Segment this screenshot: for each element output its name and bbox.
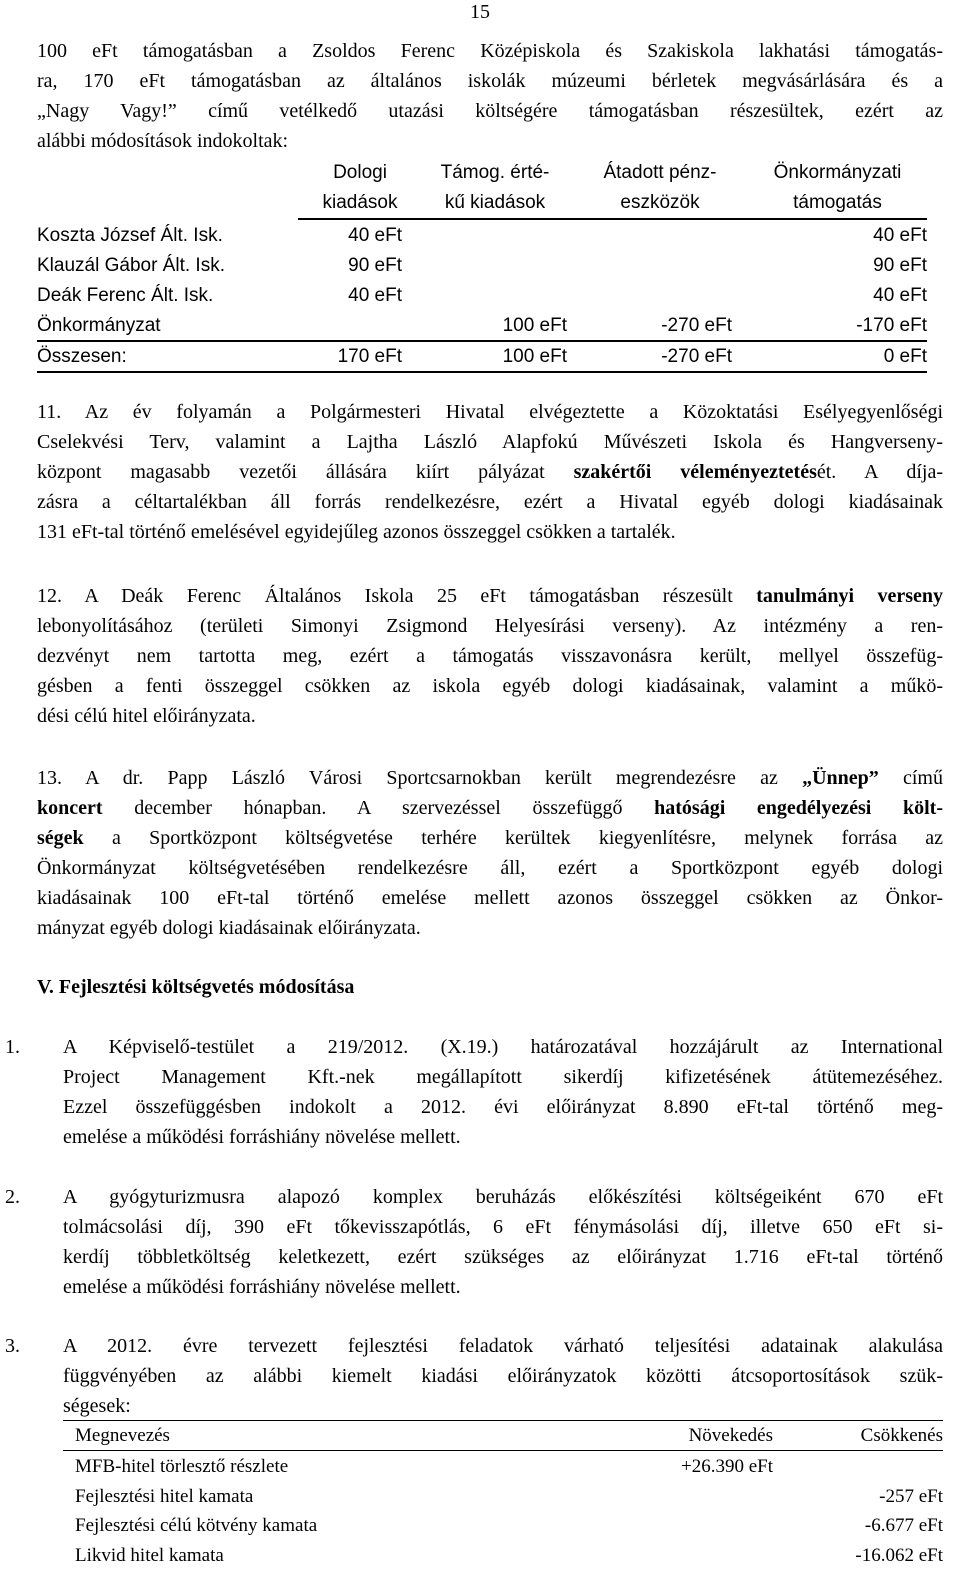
- p13-line-1: 13. A dr. Papp László Városi Sportcsarnokban került megrendezésre az „Ünnep” című: [37, 767, 943, 789]
- row-onk: 40 eFt: [873, 285, 927, 306]
- table1-header-rule: [298, 218, 927, 220]
- item3-line-3: ségesek:: [63, 1395, 131, 1417]
- item1-number: 1.: [5, 1036, 20, 1058]
- section-heading: V. Fejlesztési költségvetés módosítása: [37, 976, 355, 998]
- header-megnevezes: Megnevezés: [75, 1425, 170, 1446]
- table-row: [63, 1511, 943, 1541]
- row-name: Koszta József Ált. Isk.: [37, 225, 223, 246]
- p11-line-2: Cselekvési Terv, valamint a Lajtha László Alapfokú Művészeti Iskola és Hangverseny-: [37, 431, 943, 453]
- header-atadott-2: eszközök: [620, 192, 700, 213]
- p11-line-5: 131 eFt-tal történő emelésével egyidejűleg azonos összeggel csökken a tartalék.: [37, 521, 676, 543]
- table-row: [37, 311, 927, 341]
- item3-line-1: A 2012. évre tervezett fejlesztési feladatok várható teljesítési adatainak alakulása: [63, 1335, 943, 1357]
- item1-line-4: emelése a működési forráshiány növelése mellett.: [63, 1126, 461, 1148]
- p12-line-5: dési célú hitel előirányzata.: [37, 705, 256, 727]
- row-name: Önkormányzat: [37, 315, 161, 336]
- intro-line-4: alábbi módosítások indokoltak:: [37, 130, 289, 152]
- item1-line-3: Ezzel összefüggésben indokolt a 2012. évi előirányzat 8.890 eFt-tal történő meg-: [63, 1096, 943, 1118]
- p12-line-1: 12. A Deák Ferenc Általános Iskola 25 eFt támogatásban részesült tanulmányi verseny: [37, 585, 943, 607]
- table-row: [63, 1541, 943, 1571]
- total-atadott: -270 eFt: [661, 346, 732, 367]
- header-csokkenes: Csökkenés: [860, 1425, 943, 1446]
- row-name: Likvid hitel kamata: [75, 1545, 224, 1566]
- row-name: Fejlesztési hitel kamata: [75, 1486, 254, 1507]
- row-dec: -257 eFt: [879, 1486, 943, 1507]
- table-row: [37, 281, 927, 311]
- p12-bold: tanulmányi verseny: [756, 585, 943, 607]
- p11-bold: szakértői véleményeztetés: [573, 461, 817, 483]
- item2-line-2: tolmácsolási díj, 390 eFt tőkevisszapótlás, 6 eFt fénymásolási díj, illetve 650 eFt si-: [63, 1216, 943, 1238]
- row-name: MFB-hitel törlesztő részlete: [75, 1456, 289, 1477]
- row-inc: +26.390 eFt: [681, 1456, 773, 1477]
- table1-total-rule-bottom: [37, 371, 927, 373]
- row-dologi: 40 eFt: [348, 285, 402, 306]
- p13-line-6: mányzat egyéb dologi kiadásainak előirányzata.: [37, 917, 421, 939]
- header-novekedes: Növekedés: [688, 1425, 773, 1446]
- row-name: Fejlesztési célú kötvény kamata: [75, 1515, 318, 1536]
- item1-line-2: Project Management Kft.-nek megállapított sikerdíj kifizetésének átütemezéséhez.: [63, 1066, 943, 1088]
- item2-line-1: A gyógyturizmusra alapozó komplex beruházás előkészítési költségeiként 670 eFt: [63, 1186, 943, 1208]
- row-onk: -170 eFt: [856, 315, 927, 336]
- p13-line-4: Önkormányzat költségvetésében rendelkezésre áll, ezért a Sportközpont egyéb dologi: [37, 857, 943, 879]
- table-total-row: [37, 342, 927, 372]
- intro-line-3: „Nagy Vagy!” című vetélkedő utazási költségére támogatásban részesültek, ezért az: [37, 100, 943, 122]
- row-atadott: -270 eFt: [661, 315, 732, 336]
- row-dologi: 40 eFt: [348, 225, 402, 246]
- total-dologi: 170 eFt: [337, 346, 402, 367]
- row-tamog: 100 eFt: [502, 315, 567, 336]
- item2-line-3: kerdíj többletköltség keletkezett, ezért szükséges az előirányzat 1.716 eFt-tal történő: [63, 1246, 943, 1268]
- header-tamog-1: Támog. érté-: [440, 162, 550, 183]
- item3-line-2: függvényében az alábbi kiemelt kiadási előirányzatok közötti átcsoportosítások szük-: [63, 1365, 943, 1387]
- row-dec: -16.062 eFt: [855, 1545, 943, 1566]
- page-number: 15: [470, 1, 490, 23]
- header-tamog-2: kű kiadások: [444, 192, 546, 213]
- row-dec: -6.677 eFt: [864, 1515, 943, 1536]
- header-onk-1: Önkormányzati: [773, 162, 902, 183]
- p13-line-5: kiadásainak 100 eFt-tal történő emelése mellett azonos összeggel csökken az Önkor-: [37, 887, 943, 909]
- p12-line-2: lebonyolításához (területi Simonyi Zsigmond Helyesírási verseny). Az intézmény a ren-: [37, 615, 943, 637]
- row-name: Klauzál Gábor Ált. Isk.: [37, 255, 225, 276]
- table-row: [63, 1452, 943, 1482]
- row-onk: 90 eFt: [873, 255, 927, 276]
- header-dologi-2: kiadások: [322, 192, 398, 213]
- p13-line-3: ségek a Sportközpont költségvetése terhére kerültek kiegyenlítésre, melynek forrása az: [37, 827, 943, 849]
- item3-number: 3.: [5, 1335, 20, 1357]
- p13-bold-1: „Ünnep”: [802, 767, 879, 789]
- p11-line-1: 11. Az év folyamán a Polgármesteri Hivatal elvégeztette a Közoktatási Esélyegyenlőségi: [37, 401, 943, 423]
- row-name: Deák Ferenc Ált. Isk.: [37, 285, 214, 306]
- table-row: [63, 1482, 943, 1512]
- total-onk: 0 eFt: [883, 346, 927, 367]
- item2-number: 2.: [5, 1186, 20, 1208]
- row-dologi: 90 eFt: [348, 255, 402, 276]
- p13-line-2: koncert december hónapban. A szervezéssel összefüggő hatósági engedélyezési költ-: [37, 797, 943, 819]
- intro-line-2: ra, 170 eFt támogatásban az általános iskolák múzeumi bérletek megvásárlására és a: [37, 70, 943, 92]
- row-onk: 40 eFt: [873, 225, 927, 246]
- total-label: Összesen:: [37, 346, 127, 367]
- p11-line-4: zásra a céltartalékban áll forrás rendelkezésre, ezért a Hivatal egyéb dologi kiadásainak: [37, 491, 943, 513]
- item2-line-4: emelése a működési forráshiány növelése mellett.: [63, 1276, 461, 1298]
- header-dologi-1: Dologi: [333, 162, 387, 183]
- table-row: [37, 251, 927, 281]
- total-tamog: 100 eFt: [502, 346, 567, 367]
- table-row: [37, 221, 927, 251]
- header-onk-2: támogatás: [793, 192, 882, 213]
- table2-header-rule: [63, 1450, 943, 1451]
- header-atadott-1: Átadott pénz-: [603, 162, 717, 183]
- p12-line-4: gésben a fenti összeggel csökken az iskola egyéb dologi kiadásainak, valamint a műkö-: [37, 675, 943, 697]
- p12-line-3: dezvényt nem tartotta meg, ezért a támogatás visszavonásra került, mellyel összefüg-: [37, 645, 943, 667]
- p11-line-3: központ magasabb vezetői állására kiírt pályázat szakértői véleményeztetését. A díja-: [37, 461, 943, 483]
- intro-line-1: 100 eFt támogatásban a Zsoldos Ferenc Középiskola és Szakiskola lakhatási támogatás-: [37, 40, 943, 62]
- item1-line-1: A Képviselő-testület a 219/2012. (X.19.) határozatával hozzájárult az International: [63, 1036, 943, 1058]
- table2-header-row: [63, 1421, 943, 1451]
